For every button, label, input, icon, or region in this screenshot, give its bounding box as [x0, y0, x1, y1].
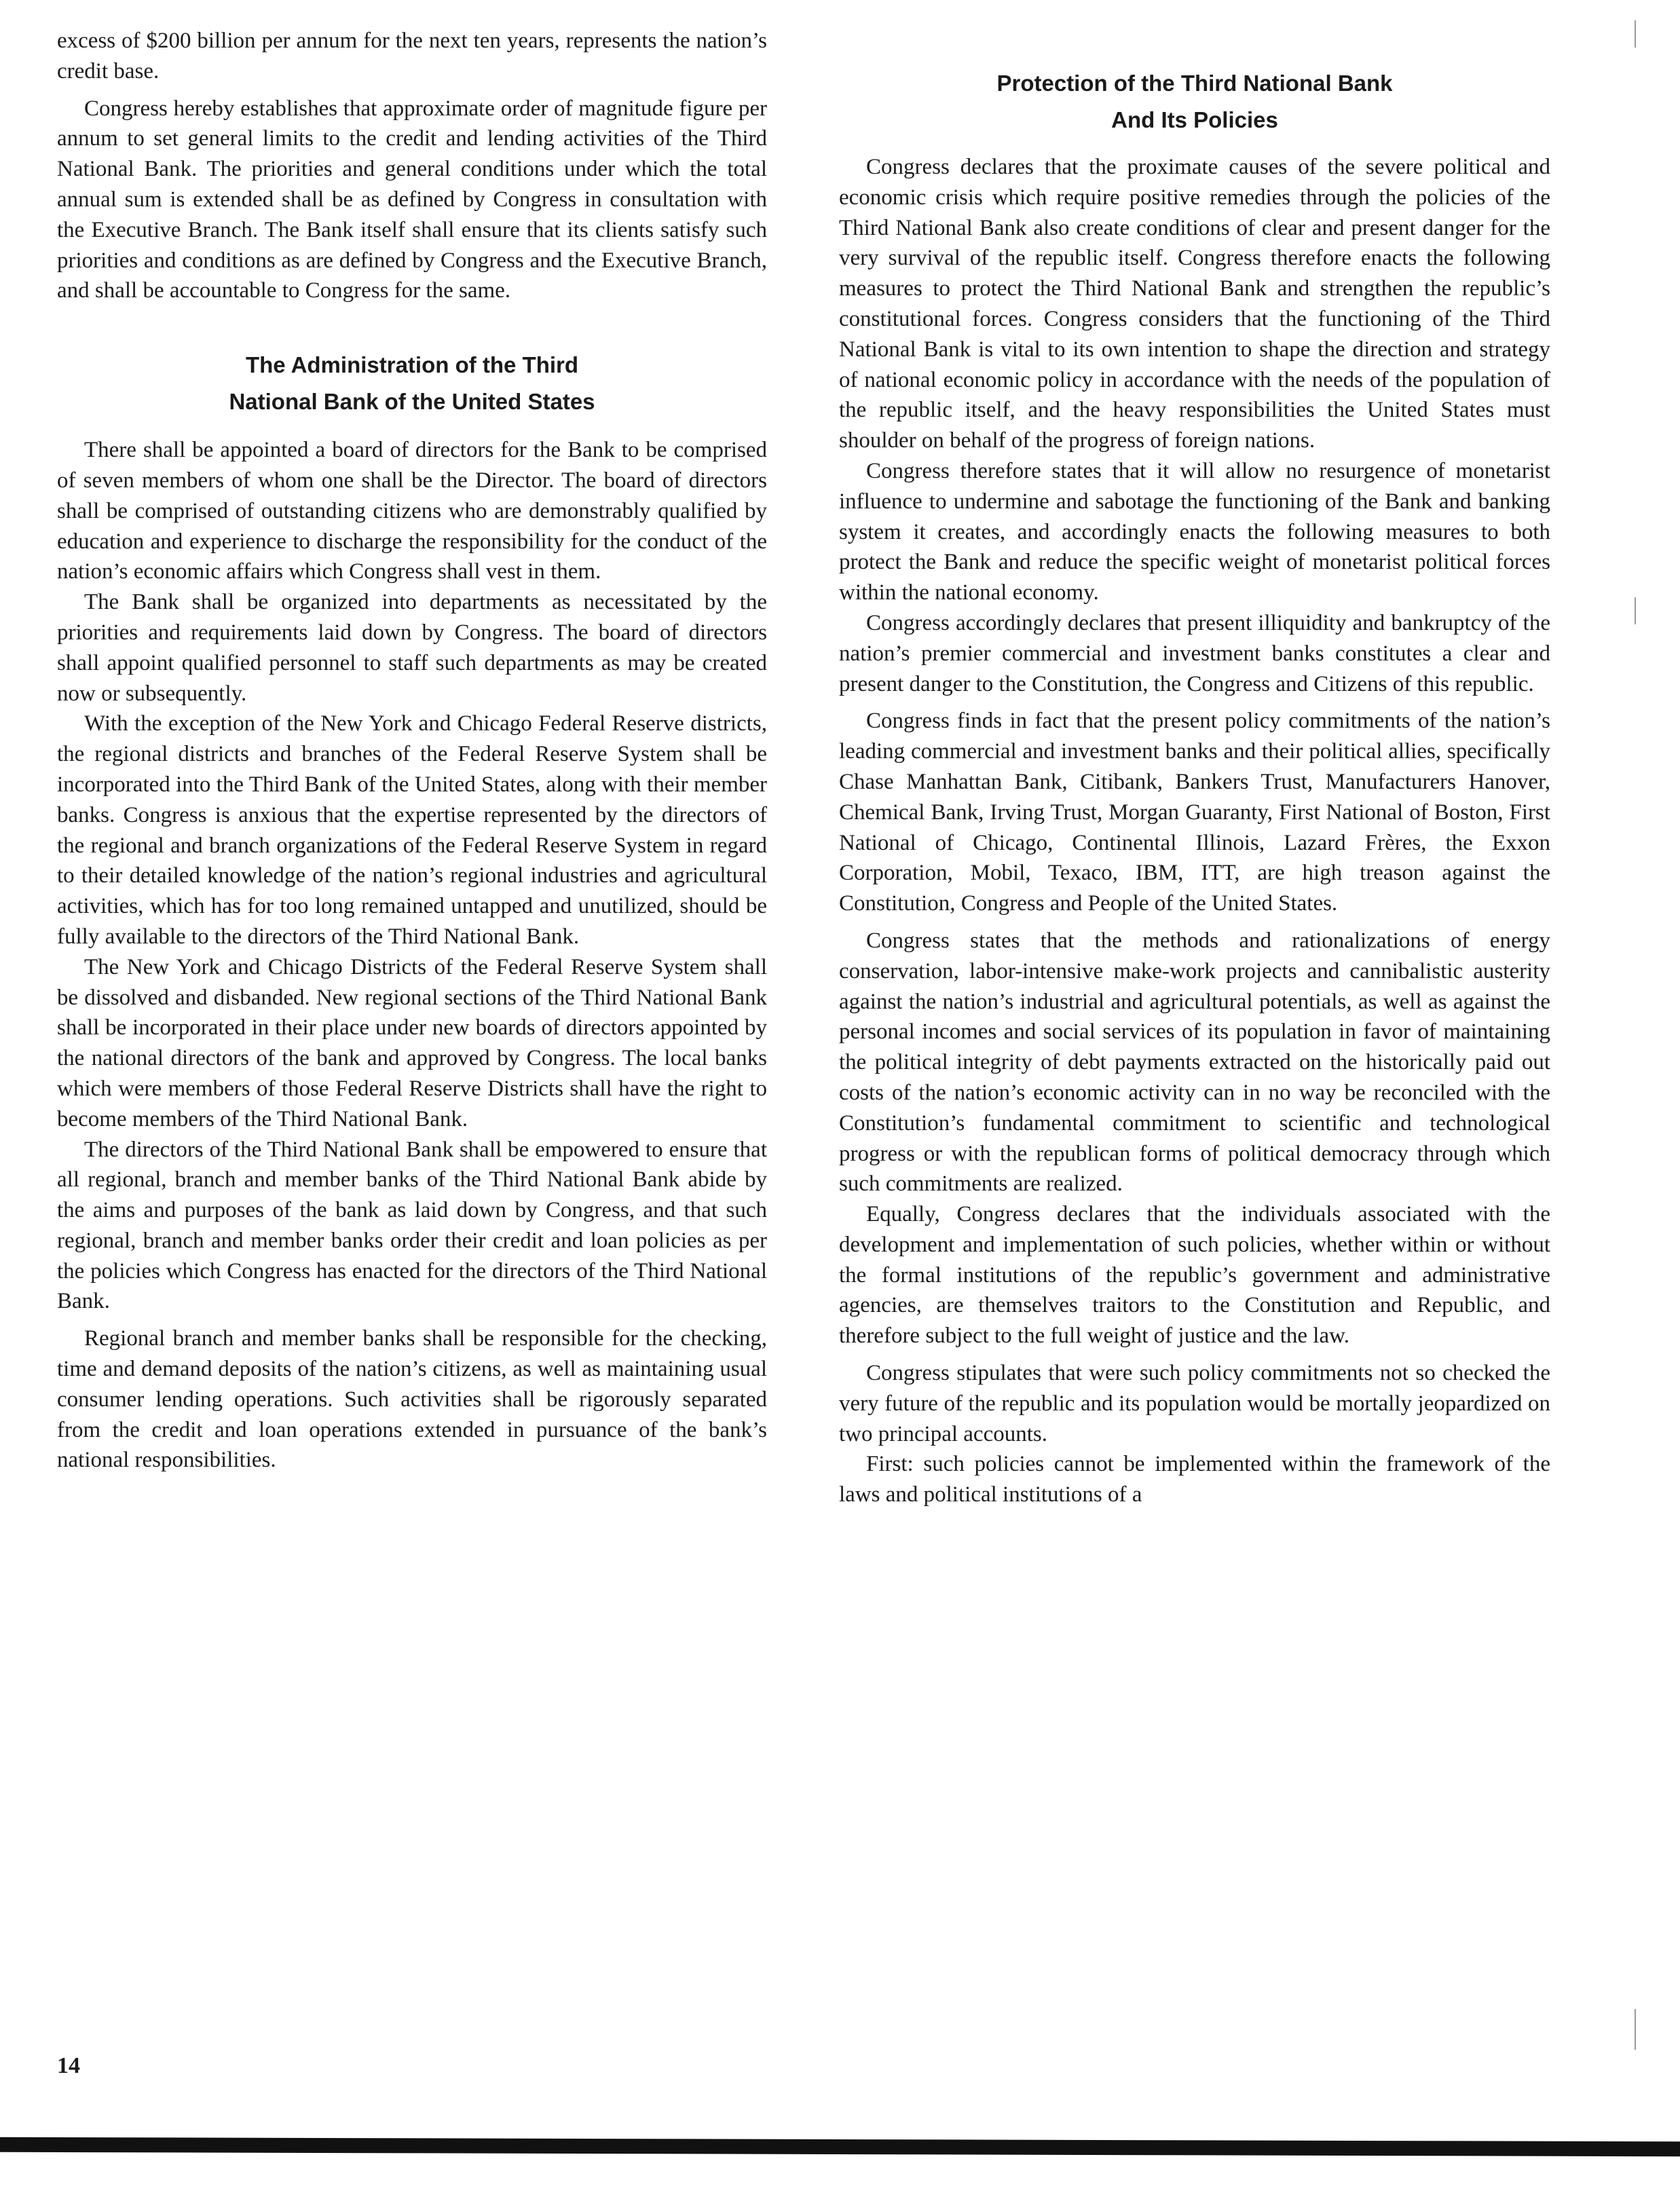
body-paragraph: Congress stipulates that were such policy commitments not so checked the very future of the republic and its population would be mortally jeopardized on two principal accounts.: [839, 1361, 1550, 1446]
heading-line: The Administration of the Third: [245, 352, 579, 378]
body-paragraph: Regional branch and member banks shall be responsible for the checking, time and demand deposits of the nation’s citizens, as well as maintaining usual consumer lending operations. Such activities shall be rigorously separated from the credit and loan operations extended in pursuance of the bank’s national responsibilities.: [57, 1326, 767, 1473]
body-paragraph: Congress declares that the proximate causes of the severe political and economic crisis which require positive remedies through the policies of the Third National Bank also create conditions of clear and present danger for the very survival of the republic itself. Congress therefore enacts the following measures to protect the Third National Bank and strengthen the republic’s constitutional forces. Congress considers that the functioning of the Third National Bank is vital to its own intention to shape the direction and strategy of national economic policy in accordance with the needs of the population of the republic itself, and the heavy responsibilities the United States must shoulder on behalf of the progress of foreign nations.: [839, 155, 1550, 453]
intro-paragraph: Congress hereby establishes that approximate order of magnitude figure per annum to set general limits to the credit and lending activities of the Third National Bank. The priorities and general conditions under which the total annual sum is extended shall be as defined by Congress in consultation with the Executive Branch. The Bank itself shall ensure that its clients satisfy such priorities and conditions as are defined by Congress and the Executive Branch, and shall be accountable to Congress for the same.: [57, 96, 767, 303]
page-number: 14: [57, 2053, 80, 2078]
section-heading-administration: [57, 347, 767, 420]
body-paragraph: With the exception of the New York and Chicago Federal Reserve districts, the regional districts and branches of the Federal Reserve System shall be incorporated into the Third Bank of the United States, along with their member banks. Congress is anxious that the expertise represented by the directors of the regional and branch organizations of the Federal Reserve System in regard to their detailed knowledge of the nation’s regional industries and agricultural activities, which has for too long remained untapped and unutilized, should be fully available to the directors of the Third National Bank.: [57, 711, 767, 949]
scan-edge-mark: [1635, 2009, 1636, 2050]
bottom-rule: [0, 2137, 1680, 2156]
right-column: [839, 26, 1550, 1510]
section-heading-protection: [839, 65, 1550, 138]
body-paragraph: The New York and Chicago Districts of the Federal Reserve System shall be dissolved and disbanded. New regional sections of the Third National Bank shall be incorporated in their place under new boards of directors appointed by the national directors of the bank and approved by Congress. The local banks which were members of those Federal Reserve Districts shall have the right to become members of the Third National Bank.: [57, 954, 767, 1131]
body-paragraph: The directors of the Third National Bank shall be empowered to ensure that all regional, branch and member banks of the Third National Bank abide by the aims and purposes of the bank as laid down by Congress, and that such regional, branch and member banks order their credit and loan policies as per the policies which Congress has enacted for the directors of the Third National Bank.: [57, 1137, 767, 1314]
body-paragraph: Congress states that the methods and rationalizations of energy conservation, labor-intensive make-work projects and cannibalistic austerity against the nation’s industrial and agricultural potentials, as well as against the personal incomes and social services of its population in favor of maintaining the political integrity of debt payments extracted on the historically paid out costs of the nation’s economic activity can in no way be reconciled with the Constitution’s fundamental commitment to scientific and technological progress or with the republican forms of political democracy through which such commitments are realized.: [839, 928, 1550, 1197]
left-column: [57, 26, 767, 1476]
heading-line: Protection of the Third National Bank: [996, 71, 1393, 96]
body-paragraph: Congress finds in fact that the present policy commitments of the nation’s leading commercial and investment banks and their political allies, specifically Chase Manhattan Bank, Citibank, Bankers Trust, Manufacturers Hanover, Chemical Bank, Irving Trust, Morgan Guaranty, First National of Boston, First National of Chicago, Continental Illinois, Lazard Frères, the Exxon Corporation, Mobil, Texaco, IBM, ITT, are high treason against the Constitution, Congress and People of the United States.: [839, 709, 1550, 916]
body-paragraph: The Bank shall be organized into departments as necessitated by the priorities and requirements laid down by Congress. The board of directors shall appoint qualified personnel to staff such departments as may be created now or subsequently.: [57, 590, 767, 706]
intro-paragraph-continued: excess of $200 billion per annum for the next ten years, represents the nation’s credit base.: [57, 29, 767, 83]
body-paragraph: Equally, Congress declares that the individuals associated with the development and implementation of such policies, whether within or without the formal institutions of the republic’s government and administrative agencies, are themselves traitors to the Constitution and Republic, and therefore subject to the full weight of justice and the law.: [839, 1202, 1550, 1349]
scan-edge-mark: [1635, 597, 1636, 624]
body-paragraph: First: such policies cannot be implemented within the framework of the laws and political institutions of a: [839, 1452, 1550, 1507]
body-paragraph: Congress therefore states that it will allow no resurgence of monetarist influence to undermine and sabotage the functioning of the Bank and banking system it creates, and accordingly enacts the following measures to both protect the Bank and reduce the specific weight of monetarist political forces within the national economy.: [839, 458, 1550, 605]
body-paragraph: There shall be appointed a board of directors for the Bank to be comprised of seven members of whom one shall be the Director. The board of directors shall be comprised of outstanding citizens who are demonstrably qualified by education and experience to discharge the responsibility for the conduct of the nation’s economic affairs which Congress shall vest in them.: [57, 438, 767, 584]
body-paragraph: Congress accordingly declares that present illiquidity and bankruptcy of the nation’s premier commercial and investment banks constitutes a clear and present danger to the Constitution, the Congress and Citizens of this republic.: [839, 610, 1550, 696]
heading-line: National Bank of the United States: [229, 389, 595, 415]
heading-line: And Its Policies: [1111, 107, 1278, 132]
scan-edge-mark: [1635, 20, 1636, 48]
